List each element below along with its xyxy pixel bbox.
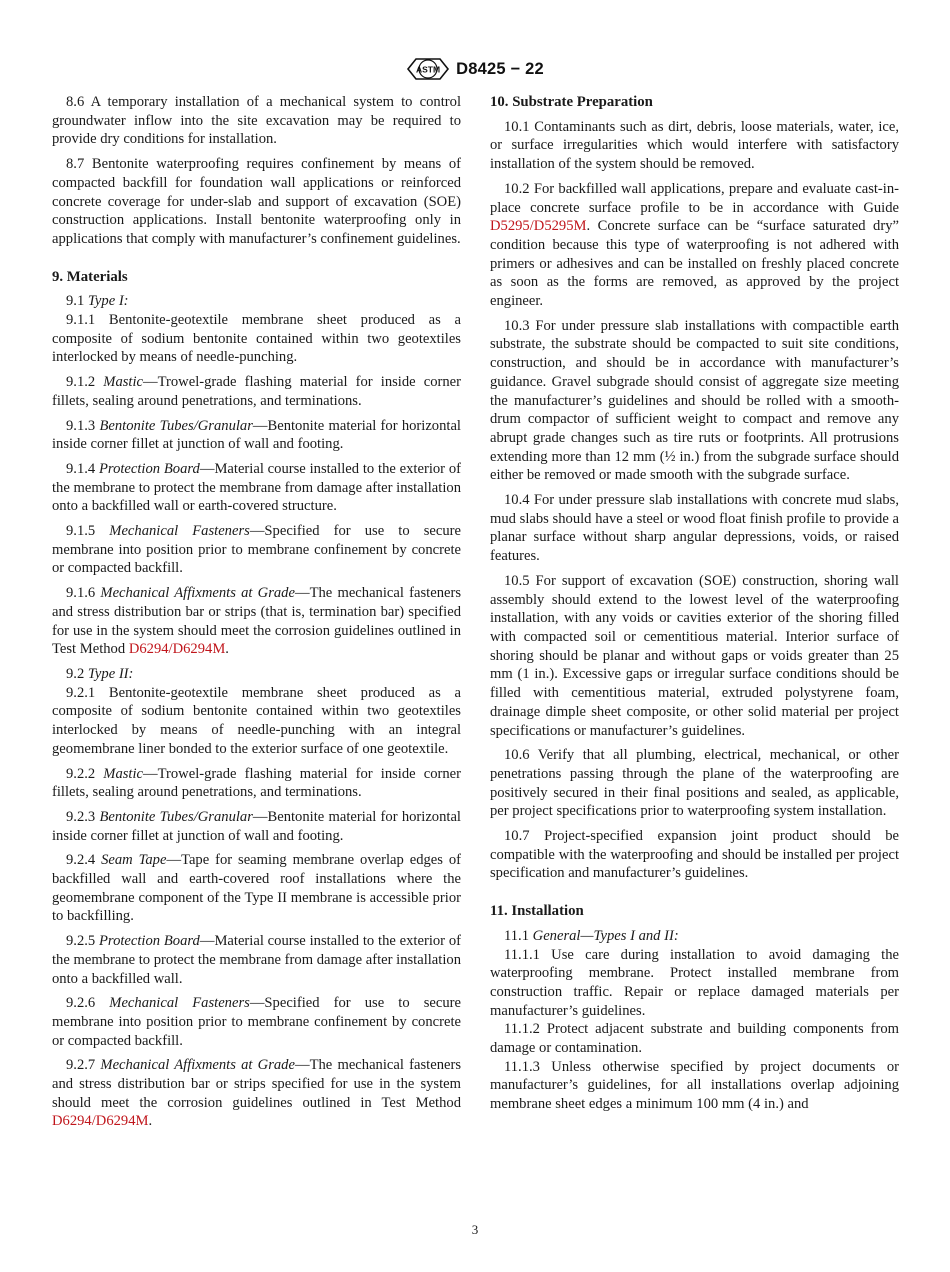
left-column <box>52 93 461 1131</box>
paragraph-9-1-6: 9.1.6 Mechanical Affixments at Grade—The mechanical fasteners and stress distribution bar or strips (that is, termination bar) specified for use in the system should meet the corrosion guidelines outlined in Test Method D6294/D6294M. <box>52 585 462 658</box>
section-heading-9: 9. Materials <box>52 268 128 285</box>
paragraph-11-1-3: 11.1.3 Unless otherwise specified by project documents or manufacturer’s guidelines, for all installations overlap adjoining membrane sheet edges a minimum 100 mm (4 in.) and <box>490 1058 899 1113</box>
paragraph-9-2-2: 9.2.2 Mastic—Trowel-grade flashing material for inside corner fillets, sealing around penetrations, and terminations. <box>52 765 461 801</box>
section-heading-10: 10. Substrate Preparation <box>490 94 653 110</box>
paragraph-10-2: 10.2 For backfilled wall applications, prepare and evaluate cast-in-place concrete surface profile to be in accordance with Guide D5295/D5295M. Concrete surface can be “surface saturated dry” condition because this type of waterproofing is not adhered with primers or adhesives and can be installed on freshly placed concrete as soon as the forms are removed, as approved by the project engineer. <box>490 180 899 310</box>
paragraph-9-2-3: 9.2.3 Bentonite Tubes/Granular—Bentonite material for horizontal inside corner fillet at junction of wall and footing. <box>52 808 461 844</box>
document-designation: D8425 − 22 <box>456 59 544 78</box>
paragraph-11-1-1: 11.1.1 Use care during installation to avoid damaging the waterproofing membrane. Protect installed membrane from construction traffic. Repair or replace damaged materials per manufacturer’s guidelines. <box>490 946 899 1019</box>
reference-link-d6294[interactable]: D6294/D6294M <box>128 641 226 658</box>
paragraph-11-1: 11.1 General—Types I and II: <box>504 927 679 944</box>
paragraph-10-5: 10.5 For support of excavation (SOE) construction, shoring wall assembly should extend to the lowest level of the waterproofing installation, with any voids or cavities exterior of the shoring filled with compacted soil or cementitious material. Interior surface of shoring should be planar and without gaps or voids greater than 25 mm (1 in.). Excessive gaps or irregular surface conditions should be filled with cementitious material, extruded polystyrene foam, drainage dimple sheet composite, or other solid material per project specifications or manufacturer’s guidelines. <box>490 572 899 739</box>
paragraph-10-3: 10.3 For under pressure slab installations with compactible earth substrate, the substrate should be compacted to suit site conditions, construction, and should be in accordance with manufacturer’s guidance. Gravel subgrade should consist of aggregate size meeting the manufacturer’s guidelines and should be rolled with a smooth-drum compactor of sufficient weight to compact and remove any abrupt grade changes such as tire ruts or footprints. All protrusions extending more than 12 mm (½ in.) from the subgrade surface should either be removed or made smooth with the subgrade surface. <box>490 317 899 484</box>
paragraph-9-1-5: 9.1.5 Mechanical Fasteners—Specified for use to secure membrane into position prior to membrane confinement by concrete or compacted backfill. <box>52 523 461 577</box>
paragraph-8-7: 8.7 Bentonite waterproofing requires confinement by means of compacted backfill for foundation wall applications or reinforced concrete coverage for under-slab and support of excavation (SOE) construction applications. Install bentonite waterproofing only in applications that comply with manufacturer’s confinement guidelines. <box>52 156 461 247</box>
paragraph-10-4: 10.4 For under pressure slab installations with concrete mud slabs, mud slabs should have a steel or wood float finish profile to provide a planar surface without sharp angular depressions, voids, or raised features. <box>490 492 899 565</box>
paragraph-10-1: 10.1 Contaminants such as dirt, debris, loose materials, water, ice, or surface irregularities which would interfere with satisfactory installation of the system should be removed. <box>490 118 899 173</box>
paragraph-10-6: 10.6 Verify that all plumbing, electrical, mechanical, or other penetrations passing through the plane of the waterproofing are positively secured in their final positions and sealed, as applicable, per project specifications prior to waterproofing system installation. <box>490 747 899 820</box>
astm-logo-icon <box>406 56 450 82</box>
reference-link-d6294[interactable]: D6294/D6294M <box>52 1113 149 1130</box>
paragraph-9-1-4: 9.1.4 Protection Board—Material course installed to the exterior of the membrane to protect the membrane from damage after installation onto a backfilled wall or earth-covered structure. <box>52 460 462 515</box>
paragraph-9-2-1: 9.2.1 Bentonite-geotextile membrane sheet produced as a composite of sodium bentonite contained within two geotextiles interlocked by means of needle-punching with an integral geomembrane liner bonded to the exterior surface of one geotextile. <box>52 684 461 757</box>
paragraph-9-2-6: 9.2.6 Mechanical Fasteners—Specified for use to secure membrane into position prior to membrane confinement by concrete or compacted backfill. <box>52 995 461 1049</box>
paragraph-9-1-2: 9.1.2 Mastic—Trowel-grade flashing material for inside corner fillets, sealing around penetrations, and terminations. <box>52 374 461 409</box>
paragraph-9-1-3: 9.1.3 Bentonite Tubes/Granular—Bentonite material for horizontal inside corner fillet at junction of wall and footing. <box>52 417 461 453</box>
paragraph-8-6: 8.6 A temporary installation of a mechanical system to control groundwater inflow into the site excavation may be required to provide dry conditions for installation. <box>52 94 461 148</box>
paragraph-11-1-2: 11.1.2 Protect adjacent substrate and building components from damage or contamination. <box>490 1021 899 1057</box>
paragraph-9-1: 9.1 Type I: <box>66 293 129 310</box>
page-header <box>0 54 950 84</box>
reference-link-d5295[interactable]: D5295/D5295M <box>490 218 587 235</box>
paragraph-9-2-5: 9.2.5 Protection Board—Material course installed to the exterior of the membrane to protect the membrane from damage after installation onto a backfilled wall. <box>52 933 462 987</box>
paragraph-9-2-7: 9.2.7 Mechanical Affixments at Grade—The mechanical fasteners and stress distribution bar or strips specified for use in the system should meet the corrosion guidelines outlined in Test Method D6294/D6294M. <box>52 1057 462 1130</box>
paragraph-9-2: 9.2 Type II: <box>66 665 134 682</box>
astm-logo-text: ASTM <box>416 64 441 75</box>
paragraph-9-2-4: 9.2.4 Seam Tape—Tape for seaming membrane overlap edges of backfilled wall and earth-covered roof installations where the geomembrane component of the Type II membrane is accessible prior to backfilling. <box>52 852 462 925</box>
paragraph-9-1-1: 9.1.1 Bentonite-geotextile membrane sheet produced as a composite of sodium bentonite contained within two geotextiles interlocked by means of needle-punching. <box>52 312 461 366</box>
paragraph-10-7: 10.7 Project-specified expansion joint product should be compatible with the waterproofing and should be installed per project specification and manufacturer’s guidelines. <box>490 828 899 882</box>
right-column <box>490 93 899 1114</box>
section-heading-11: 11. Installation <box>490 903 584 920</box>
page-number: 3 <box>471 1222 479 1237</box>
